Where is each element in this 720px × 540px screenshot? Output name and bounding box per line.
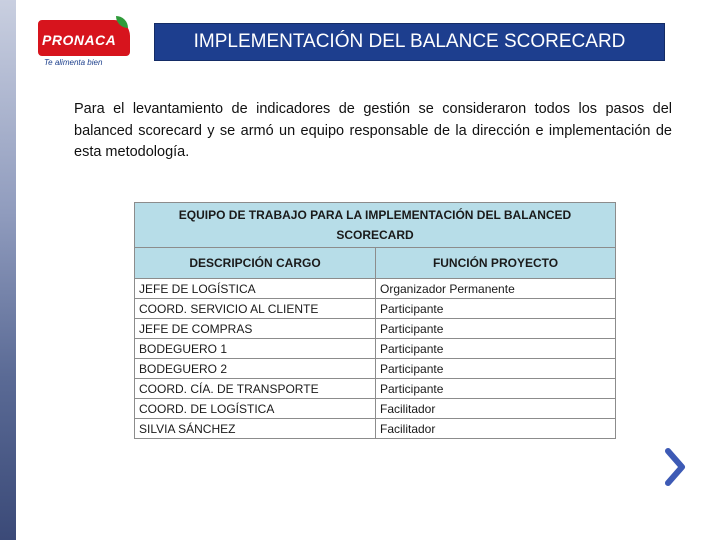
table-row	[135, 379, 616, 399]
cell-cargo: COORD. SERVICIO AL CLIENTE	[135, 299, 376, 319]
cell-cargo: COORD. DE LOGÍSTICA	[135, 399, 376, 419]
cell-cargo: BODEGUERO 2	[135, 359, 376, 379]
table-row	[135, 399, 616, 419]
logo-tagline: Te alimenta bien	[44, 58, 103, 67]
cell-cargo: SILVIA SÁNCHEZ	[135, 419, 376, 439]
column-header-funcion: FUNCIÓN PROYECTO	[376, 248, 616, 279]
table-row	[135, 419, 616, 439]
chevron-right-icon[interactable]	[664, 448, 686, 486]
cell-funcion: Participante	[376, 379, 616, 399]
slide-title-text: IMPLEMENTACIÓN DEL BALANCE SCORECARD	[193, 31, 626, 52]
cell-cargo: JEFE DE LOGÍSTICA	[135, 279, 376, 299]
cell-funcion: Participante	[376, 359, 616, 379]
column-header-cargo: DESCRIPCIÓN CARGO	[135, 248, 376, 279]
slide-title	[154, 23, 665, 61]
slide-side-bar	[0, 0, 16, 540]
table-row	[135, 339, 616, 359]
intro-paragraph: Para el levantamiento de indicadores de gestión se consideraron todos los pasos del balanced scorecard y se armó un equipo responsable de la dirección e implementación de esta metodología.	[74, 101, 672, 160]
table-title-row	[135, 203, 616, 248]
cell-funcion: Organizador Permanente	[376, 279, 616, 299]
table-header-row	[135, 248, 616, 279]
pronaca-logo	[34, 14, 134, 66]
cell-funcion: Participante	[376, 299, 616, 319]
cell-cargo: JEFE DE COMPRAS	[135, 319, 376, 339]
table-title: EQUIPO DE TRABAJO PARA LA IMPLEMENTACIÓN DEL BALANCED SCORECARD	[135, 203, 616, 248]
cell-funcion: Participante	[376, 339, 616, 359]
team-table	[134, 202, 616, 439]
cell-funcion: Participante	[376, 319, 616, 339]
cell-funcion: Facilitador	[376, 419, 616, 439]
table-row	[135, 319, 616, 339]
table-row	[135, 359, 616, 379]
cell-cargo: COORD. CÍA. DE TRANSPORTE	[135, 379, 376, 399]
cell-funcion: Facilitador	[376, 399, 616, 419]
team-table-container	[134, 202, 616, 439]
table-row	[135, 299, 616, 319]
logo-name: PRONACA	[42, 32, 117, 48]
table-row	[135, 279, 616, 299]
cell-cargo: BODEGUERO 1	[135, 339, 376, 359]
